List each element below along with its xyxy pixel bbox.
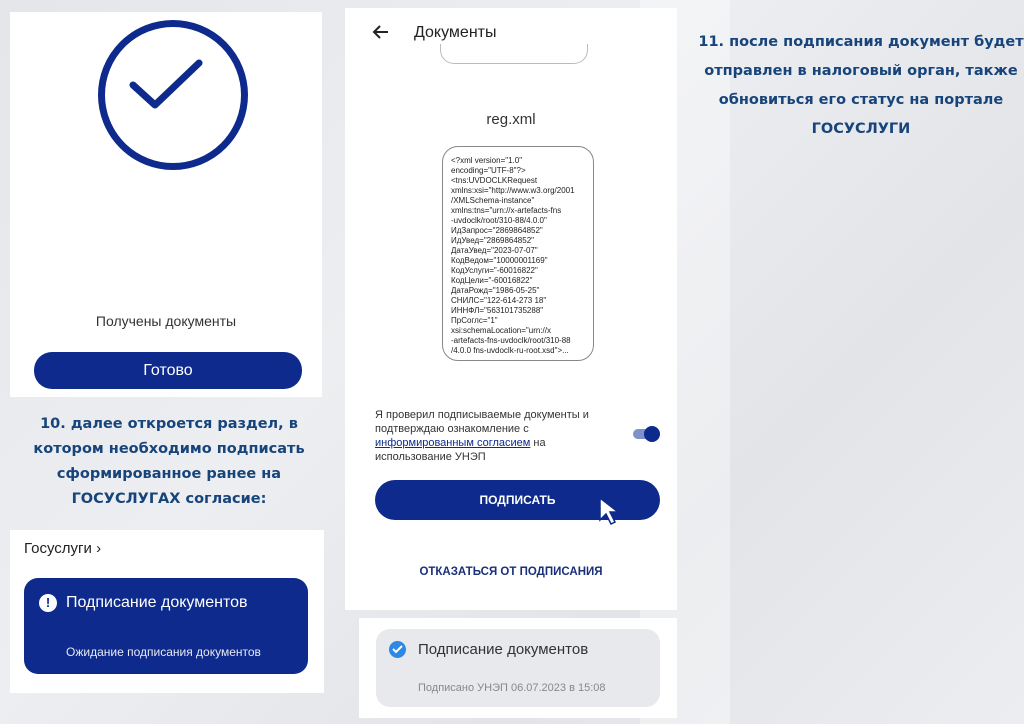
xml-line: <tns:UVDOCLKRequest — [451, 176, 538, 185]
xml-line: <?xml version="1.0" — [451, 156, 523, 165]
signed-panel — [359, 618, 677, 718]
page-title: Документы — [414, 24, 497, 41]
xml-line: /XMLSchema-instance" — [451, 196, 535, 205]
consent-prefix: Я проверил подписываемые документы и подтверждаю ознакомление с — [375, 409, 589, 435]
pointer-cursor-icon — [598, 496, 624, 526]
xml-line: ПрСоглс="1" — [451, 316, 498, 325]
xml-line: КодУслуги="-60016822" — [451, 266, 538, 275]
signing-card-title: Подписание документов — [66, 594, 248, 611]
signing-card-status: Ожидание подписания документов — [66, 645, 261, 659]
file-name: reg.xml — [486, 111, 536, 128]
xml-line: ДатаРожд="1986-05-25" — [451, 286, 540, 295]
signed-card-title: Подписание документов — [418, 641, 589, 658]
xml-line: xmlns:tns="urn://x-artefacts-fns — [451, 206, 562, 215]
step-10-caption: 10. далее откроется раздел, в котором необходимо подписать сформированное ранее на ГОСУСЛУГАХ согласие: — [33, 416, 305, 507]
xml-line: КодЦели="-60016822" — [451, 276, 533, 285]
received-documents-text: Получены документы — [95, 313, 237, 329]
xml-line: xmlns:xsi="http://www.w3.org/2001 — [451, 186, 575, 195]
exclamation-icon: ! — [39, 594, 57, 612]
consent-text — [375, 408, 615, 464]
xml-line: СНИЛС="122-614-273 18" — [451, 296, 547, 305]
gosuslugi-link[interactable]: Госуслуги › — [24, 540, 102, 557]
xml-line: ИННФЛ="563101735288" — [451, 306, 544, 315]
xml-line: КодВедом="10000001169" — [451, 256, 548, 265]
success-screen — [10, 12, 322, 397]
xml-line: /4.0.0 fns-uvdoclk-ru-root.xsd">... — [451, 346, 569, 355]
consent-suffix: на использование УНЭП — [375, 437, 546, 463]
signed-card-status: Подписано УНЭП 06.07.2023 в 15:08 — [418, 682, 606, 694]
xml-line: ДатаУвед="2023-07-07" — [451, 246, 538, 255]
signed-documents-card[interactable] — [376, 629, 660, 707]
signing-pending-card[interactable] — [24, 578, 308, 674]
xml-line: -artefacts-fns-uvdoclk/root/310-88 — [451, 336, 571, 345]
informed-consent-link[interactable]: информированным согласием — [375, 437, 531, 449]
xml-line: encoding="UTF-8"?> — [451, 166, 526, 175]
back-arrow-icon[interactable] — [371, 22, 391, 42]
step-11-caption: 11. после подписания документ будет отправлен в налоговый орган, также обновиться его статус на портале ГОСУСЛУГИ — [698, 34, 1024, 137]
check-icon — [389, 641, 406, 658]
xml-line: ИдЗапрос="2869864852" — [451, 226, 543, 235]
xml-preview[interactable] — [442, 146, 594, 361]
success-check-icon — [98, 20, 248, 170]
refuse-signing-button[interactable]: ОТКАЗАТЬСЯ ОТ ПОДПИСАНИЯ — [419, 566, 603, 578]
previous-document-preview — [440, 44, 588, 64]
xml-line: ИдУвед="2869864852" — [451, 236, 534, 245]
xml-line: xsi:schemaLocation="urn://x — [451, 326, 551, 335]
ready-button[interactable]: Готово — [34, 352, 302, 389]
sign-button[interactable]: ПОДПИСАТЬ — [375, 480, 660, 520]
toggle-knob — [644, 426, 660, 442]
consent-toggle[interactable] — [633, 429, 657, 439]
documents-screen — [345, 8, 677, 610]
xml-line: -uvdoclk/root/310-88/4.0.0" — [451, 216, 547, 225]
gosuslugi-panel — [10, 530, 324, 693]
